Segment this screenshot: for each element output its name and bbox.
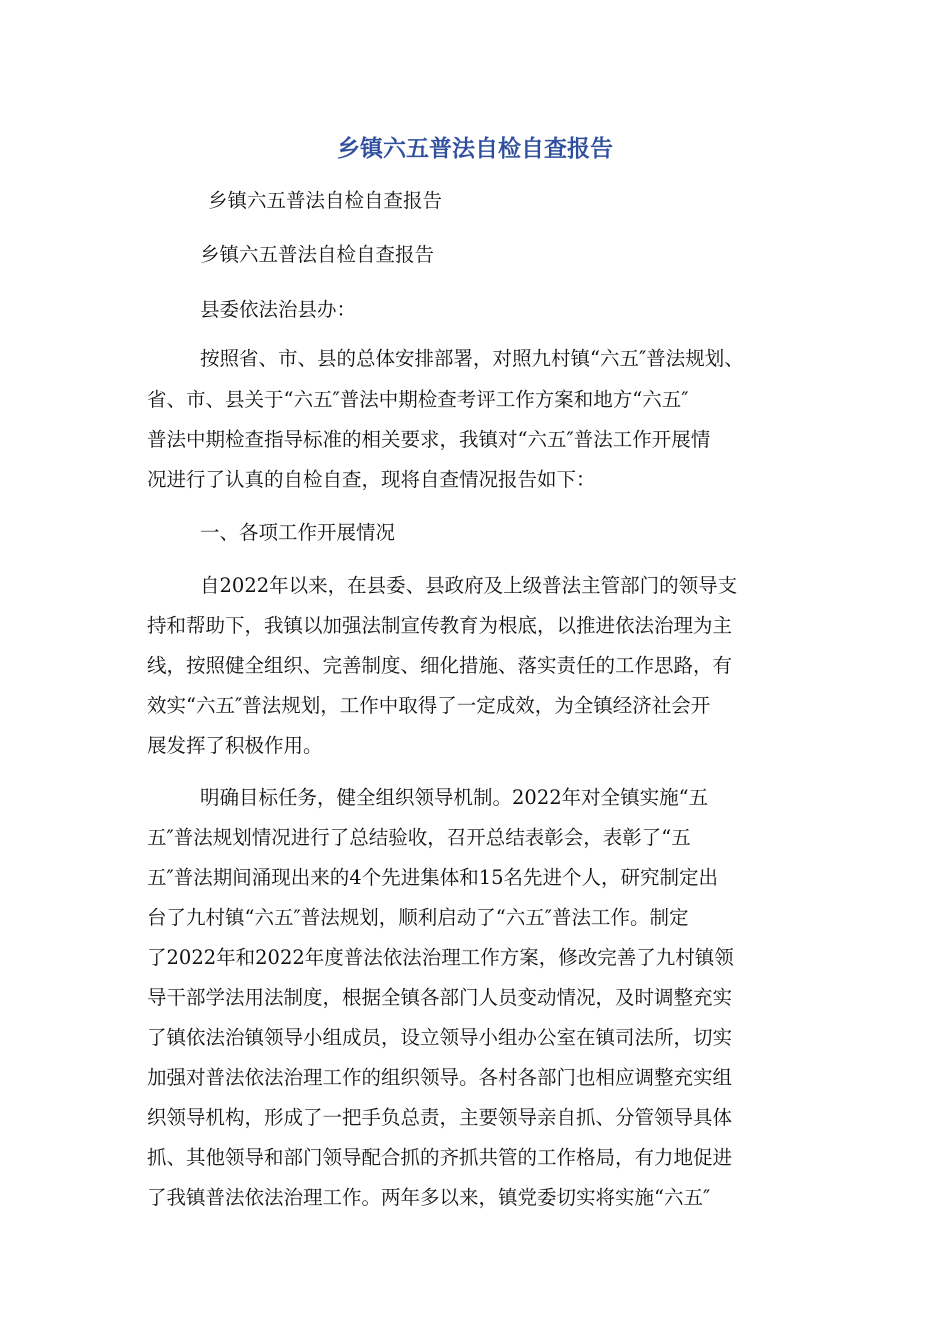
paragraph-line: 了我镇普法依法治理工作。两年多以来，镇党委切实将实施“六五″	[147, 1186, 711, 1209]
paragraph-line: 展发挥了积极作用。	[147, 734, 323, 757]
paragraph-line: 五″普法规划情况进行了总结验收，召开总结表彰会，表彰了“五	[147, 826, 691, 849]
paragraph-line: 了镇依法治镇领导小组成员，设立领导小组办公室在镇司法所，切实	[147, 1026, 733, 1049]
paragraph-line: 按照省、市、县的总体安排部署，对照九村镇“六五″普法规划、	[200, 347, 744, 370]
paragraph-line: 普法中期检查指导标准的相关要求，我镇对“六五″普法工作开展情	[147, 428, 711, 451]
paragraph-line: 抓、其他领导和部门领导配合抓的齐抓共管的工作格局，有力地促进	[147, 1146, 733, 1169]
document-title: 乡镇六五普法自检自查报告	[337, 136, 613, 162]
paragraph-line: 自2022年以来，在县委、县政府及上级普法主管部门的领导支	[200, 574, 738, 597]
paragraph-line: 五″普法期间涌现出来的4个先进集体和15名先进个人，研究制定出	[147, 866, 719, 889]
paragraph-line: 省、市、县关于“六五″普法中期检查考评工作方案和地方“六五″	[147, 388, 689, 411]
salutation: 县委依法治县办：	[200, 298, 357, 321]
paragraph-line: 织领导机构，形成了一把手负总责，主要领导亲自抓、分管领导具体	[147, 1106, 733, 1129]
subtitle-line: 乡镇六五普法自检自查报告	[208, 189, 443, 212]
paragraph-line: 况进行了认真的自检自查，现将自查情况报告如下：	[147, 468, 596, 491]
subtitle-line: 乡镇六五普法自检自查报告	[200, 243, 435, 266]
paragraph-line: 持和帮助下，我镇以加强法制宣传教育为根底，以推进依法治理为主	[147, 614, 733, 637]
paragraph-line: 导干部学法用法制度，根据全镇各部门人员变动情况，及时调整充实	[147, 986, 733, 1009]
paragraph-line: 加强对普法依法治理工作的组织领导。各村各部门也相应调整充实组	[147, 1066, 733, 1089]
section-heading: 一、各项工作开展情况	[200, 521, 396, 544]
paragraph-line: 了2022年和2022年度普法依法治理工作方案，修改完善了九村镇领	[147, 946, 734, 969]
paragraph-line: 明确目标任务，健全组织领导机制。2022年对全镇实施“五	[200, 786, 709, 809]
paragraph-line: 效实“六五″普法规划，工作中取得了一定成效，为全镇经济社会开	[147, 694, 711, 717]
paragraph-line: 台了九村镇“六五″普法规划，顺利启动了“六五″普法工作。制定	[147, 906, 689, 929]
paragraph-line: 线，按照健全组织、完善制度、细化措施、落实责任的工作思路，有	[147, 654, 733, 677]
